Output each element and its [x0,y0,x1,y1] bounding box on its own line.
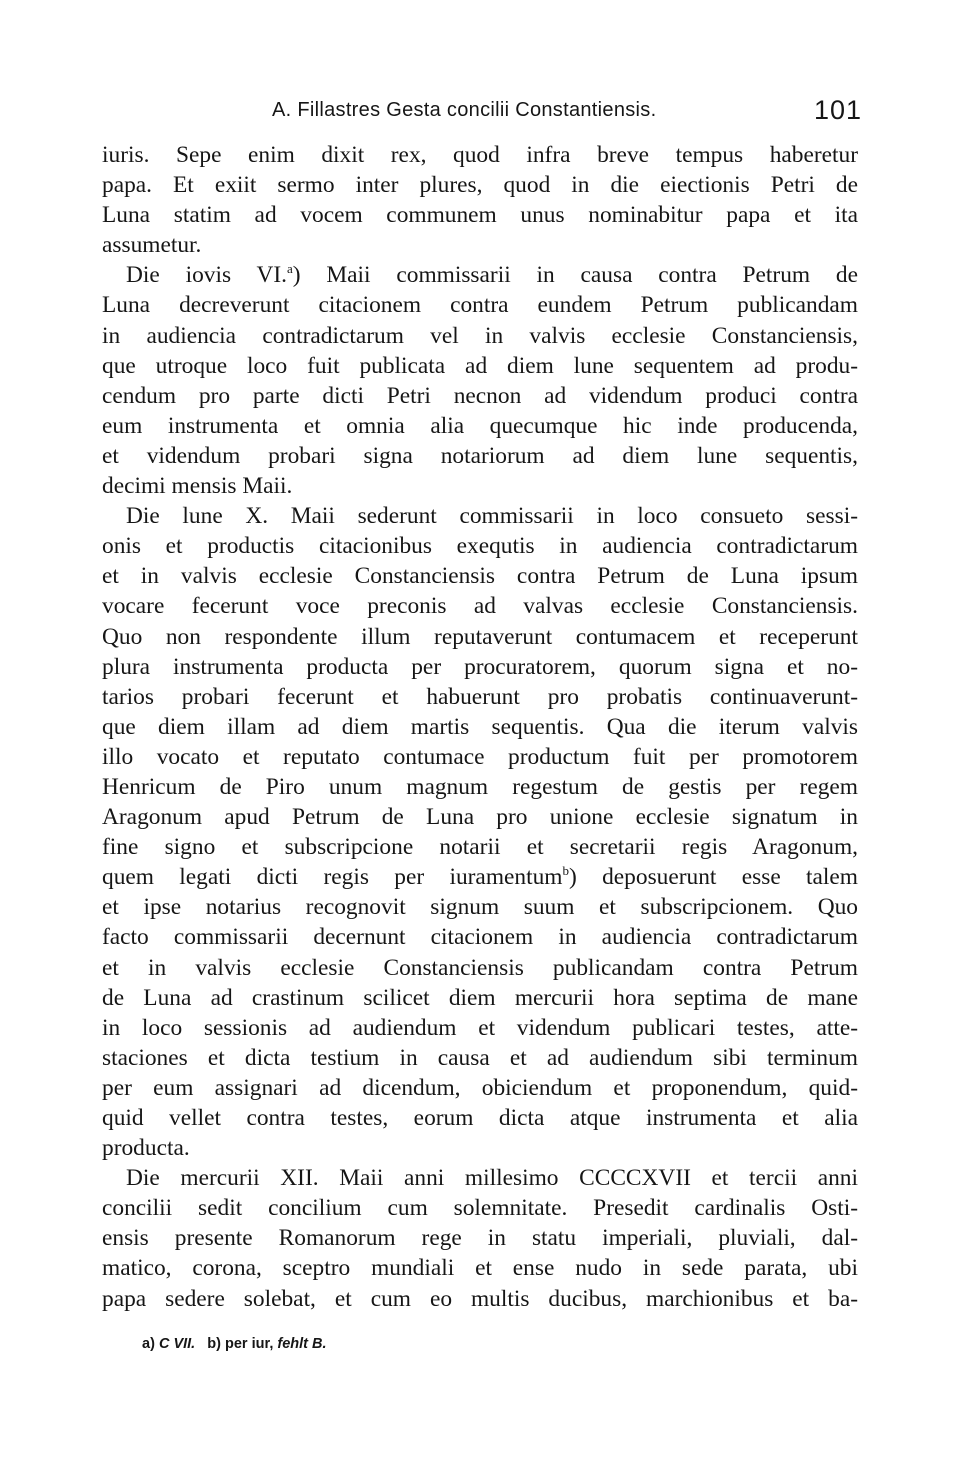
text-line: et ipse notarius recognovit signum suum et subscripcionem. Quo [102,894,858,921]
running-head [262,88,862,128]
text-line: papa. Et exiit sermo inter plures, quod in die eiectionis Petri de [102,172,858,199]
body-text [102,140,858,1314]
text-line: vocare fecerunt voce preconis ad valvas ecclesie Constanciensis. [102,593,858,620]
text-line [102,260,858,290]
footnote-b-note: fehlt B. [277,1336,327,1352]
footnote-a-mark: a) [142,1336,155,1352]
text-line: concilii sedit concilium cum solemnitate. Presedit cardinalis Osti- [102,1195,858,1222]
text-line: facto commissarii decernunt citacionem in audiencia contradictarum [102,924,858,951]
text-line: in loco sessionis ad audiendum et videndum publicari testes, atte- [102,1014,858,1041]
footnote-b-mark: b) [207,1336,221,1352]
text-line: Die mercurii XII. Maii anni millesimo CCCCXVII et tercii anni [126,1165,858,1192]
text-line: papa sedere solebat, et cum eo multis ducibus, marchionibus et ba- [102,1285,858,1312]
text-line: plura instrumenta producta per procuratorem, quorum signa et no- [102,653,858,680]
text-line: Quo non respondente illum reputaverunt contumacem et receperunt [102,623,858,650]
text-line-part: ) Maii commissarii in causa contra Petrum de [292,262,858,289]
text-line-part: ) deposuerunt esse talem [568,864,858,891]
footnote-b-text: per iur, [225,1336,274,1352]
footnote-a-text: C VII. [158,1336,196,1352]
text-line: Die lune X. Maii sederunt commissarii in loco consueto sessi- [126,503,858,530]
text-line: que diem illam ad diem martis sequentis. Qua die iterum valvis [102,713,858,740]
text-line: Henricum de Piro unum magnum regestum de gestis per regem [102,773,858,800]
text-line: Luna decreverunt citacionem contra eundem Petrum publicandam [102,292,858,319]
text-line: ensis presente Romanorum rege in statu imperiali, pluviali, dal- [102,1225,858,1252]
text-line: eum instrumenta et omnia alia quecumque hic inde producenda, [102,412,858,439]
text-line: decimi mensis Maii. [102,473,293,500]
footnote-reference: a [287,261,293,277]
text-line: assumetur. [102,232,202,259]
text-line: et in valvis ecclesie Constanciensis publicandam contra Petrum [102,954,858,981]
text-line: iuris. Sepe enim dixit rex, quod infra breve tempus haberetur [102,142,858,168]
text-line: onis et productis citacionibus exequtis in audiencia contradictarum [102,533,858,560]
text-line: producta. [102,1135,190,1162]
footnote-reference: b [562,863,569,879]
text-line: in audiencia contradictarum vel in valvis ecclesie Constanciensis, [102,322,858,349]
text-line-part: Die iovis VI. [126,262,287,289]
text-line: que utroque loco fuit publicata ad diem lune sequentem ad produ- [102,352,858,379]
text-line: cendum pro parte dicti Petri necnon ad videndum produci contra [102,382,858,409]
footnotes [142,1332,642,1356]
text-line-part: quem legati dicti regis per iuramentum [102,864,563,891]
text-line: quid vellet contra testes, eorum dicta atque instrumenta et alia [102,1105,858,1131]
text-line: Aragonum apud Petrum de Luna pro unione ecclesie signatum in [102,804,858,831]
text-line: Luna statim ad vocem communem unus nominabitur papa et ita [102,202,858,229]
text-line: illo vocato et reputato contumace productum fuit per promotorem [102,743,858,770]
text-line: de Luna ad crastinum scilicet diem mercurii hora septima de mane [102,984,858,1011]
text-line [102,862,858,892]
text-line: fine signo et subscripcione notarii et secretarii regis Aragonum, [102,834,858,861]
text-line: tarios probari fecerunt et habuerunt pro probatis continuaverunt- [102,683,858,710]
page-number: 101 [813,95,862,125]
text-line: et in valvis ecclesie Constanciensis contra Petrum de Luna ipsum [102,563,858,590]
text-line: per eum assignari ad dicendum, obiciendum et proponendum, quid- [102,1074,858,1101]
text-line: staciones et dicta testium in causa et ad audiendum sibi terminum [102,1044,858,1071]
running-head-title: A. Fillastres Gesta concilii Constantiensis. [272,99,657,121]
text-line: matico, corona, sceptro mundiali et ense nudo in sede parata, ubi [102,1255,858,1282]
text-line: et videndum probari signa notariorum ad diem lune sequentis, [102,442,858,469]
